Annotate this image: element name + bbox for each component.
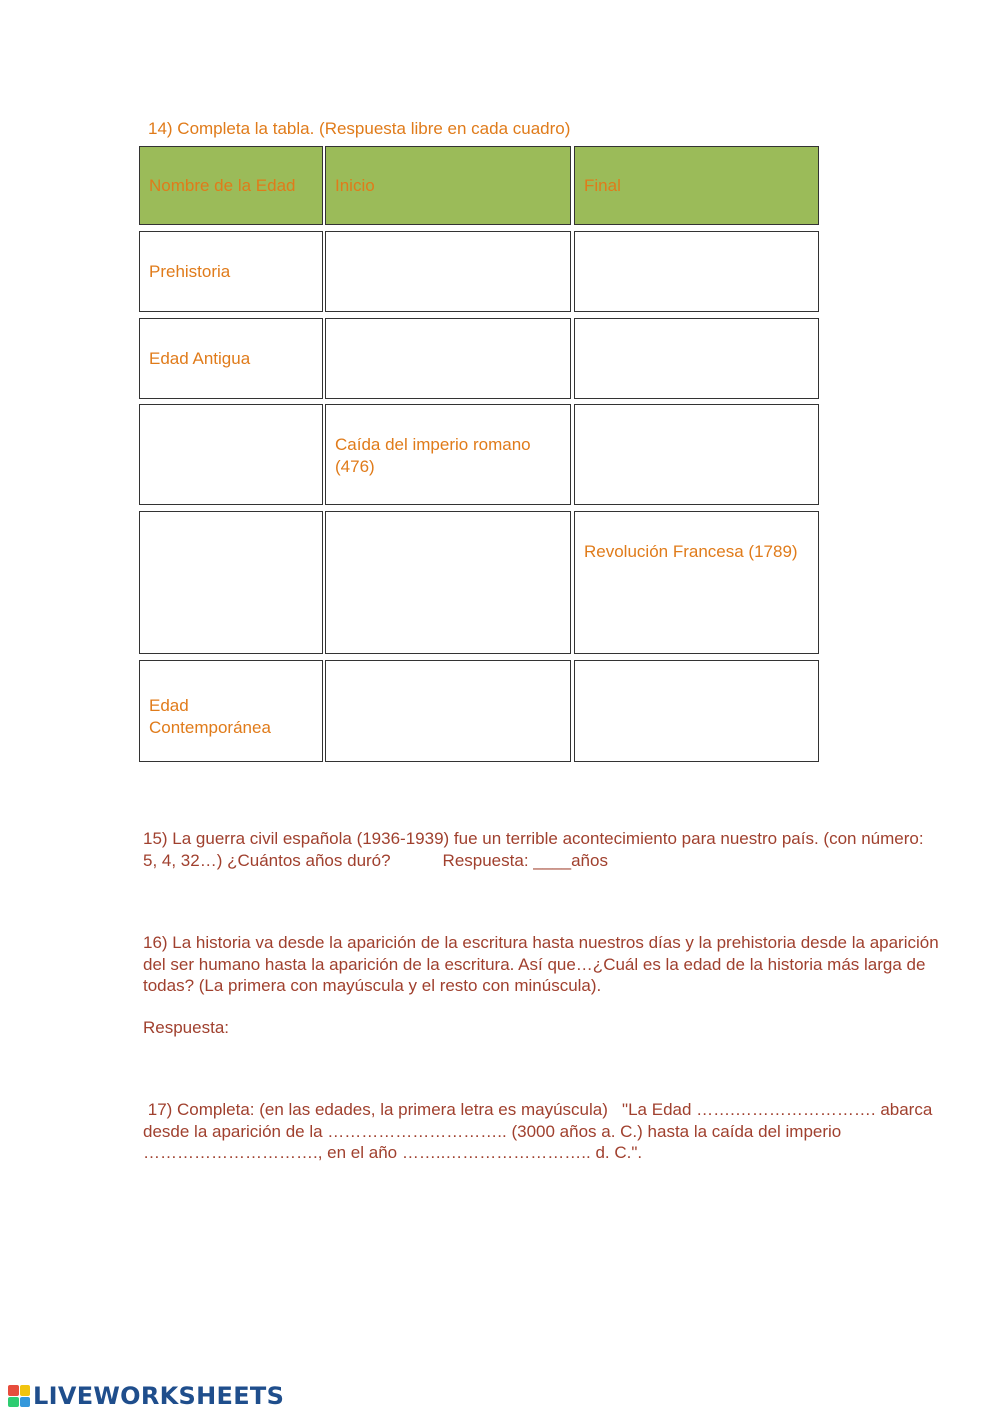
- logo-text: LIVEWORKSHEETS: [33, 1382, 285, 1410]
- table-cell-edad: Edad Antigua: [139, 318, 323, 399]
- liveworksheets-logo: [8, 1382, 284, 1410]
- answer-cell-final[interactable]: [574, 318, 819, 399]
- answer-cell-edad[interactable]: [139, 404, 323, 505]
- question-17: [143, 1099, 953, 1164]
- header-cell-name: Nombre de la Edad: [139, 146, 323, 225]
- answer-cell-final[interactable]: [574, 231, 819, 312]
- answer-cell-edad[interactable]: [139, 511, 323, 654]
- table-cell-edad: Prehistoria: [139, 231, 323, 312]
- answer-cell-inicio[interactable]: [325, 231, 571, 312]
- question-16-answer-label: Respuesta:: [143, 1018, 229, 1037]
- question-16-text: 16) La historia va desde la aparición de la escritura hasta nuestros días y la prehistoria desde la aparición del ser humano hasta la aparición de la escritura. Así que…¿Cuál es la edad de la historia más larga de todas? (La primera con mayúscula y el resto con minúscula).: [143, 933, 944, 995]
- answer-cell-final[interactable]: [574, 660, 819, 762]
- header-cell-final: Final: [574, 146, 819, 225]
- table-cell-inicio: Caída del imperio romano (476): [325, 404, 571, 505]
- logo-blocks-icon: [8, 1385, 30, 1407]
- question-15: [143, 828, 928, 871]
- question-16: [143, 932, 943, 997]
- answer-cell-inicio[interactable]: [325, 318, 571, 399]
- question-17-text: 17) Completa: (en las edades, la primera letra es mayúscula) "La Edad …….……………………. abarca desde la aparición de la ………………………….. (3000 años a. C.) hasta la caída del imperio …………………………., en el año ……..…………………….. d. C.".: [143, 1100, 938, 1162]
- answer-cell-final[interactable]: [574, 404, 819, 505]
- table-cell-edad: Edad Contemporánea: [139, 660, 323, 762]
- header-cell-inicio: Inicio: [325, 146, 571, 225]
- question-14-title: 14) Completa la tabla. (Respuesta libre en cada cuadro): [148, 119, 571, 138]
- question-15-text: 15) La guerra civil española (1936-1939) fue un terrible acontecimiento para nuestro país. (con número: 5, 4, 32…) ¿Cuántos años duró? Respuesta: ____años: [143, 829, 929, 870]
- answer-cell-inicio[interactable]: [325, 660, 571, 762]
- answer-cell-inicio[interactable]: [325, 511, 571, 654]
- table-cell-final: Revolución Francesa (1789): [574, 511, 819, 654]
